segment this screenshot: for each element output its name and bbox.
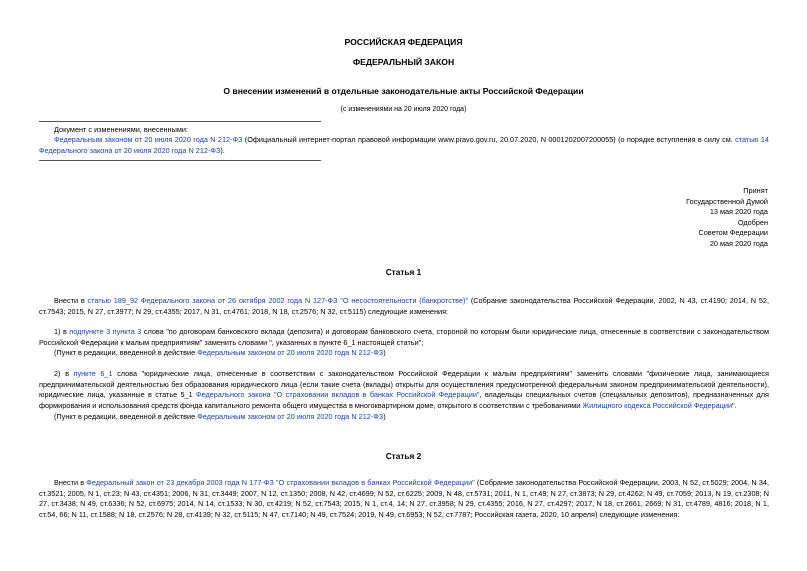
changes-intro: Документ с изменениями, внесенными: <box>54 125 188 134</box>
note-law-link[interactable]: Федеральным законом от 20 июля 2020 года N 212-ФЗ <box>197 348 384 357</box>
item-text-end: ". <box>732 400 737 410</box>
article-1-heading: Статья 1 <box>385 267 422 277</box>
intro-text: Внести в <box>54 296 88 305</box>
law-type-heading: ФЕДЕРАЛЬНЫЙ ЗАКОН <box>352 57 455 67</box>
note-text: (Пункт в редакции, введенной в действие <box>54 348 198 357</box>
article-1-intro <box>39 296 769 317</box>
deposit-insurance-law-link[interactable]: Федерального закона "О страховании вкладов в банках Российской Федерации" <box>196 390 480 400</box>
approved-by: Советом Федерации <box>698 228 768 238</box>
article-1-item-1 <box>39 327 769 348</box>
top-divider <box>39 121 321 122</box>
bottom-divider <box>39 160 321 161</box>
document-title: О внесении изменений в отдельные законодательные акты Российской Федерации <box>223 86 584 96</box>
intro-text-rest: (Собрание законодательства Российской Федерации, 2003, N 52, ст.5029; 2004, N 34, ст.3521; 2005, N 1, ст.23; N 43, ст.4351; 2006, N 31, ст.3449; 2007, N 12, ст.1350; 2008, N 42, ст.4699; N 52, ст.6225; 2009, N 48, ст.5731; 2011, N 1, ст.49; N 27, ст.3873; N 29, ст.4262; N 49, ст.7059; 2013, N 19, ст.2308; N 27, ст.3438; N 49, ст.6336; N 52, ст.6975; 2014, N 14, ст.1533; N 30, ст.4219; N 52, ст.7543; 2015, N 1, ст.4, 14; N 27, ст.3958; N 29, ст.4355; 2016, N 27, ст.4297; 2017, N 18, ст.2661, 2669; N 31, ст.4789, 4816; 2018, N 1, ст.54, 66; N 11, ст.1588; N 18, ст.2576; N 28, ст.4139; N 32, ст.5115; N 47, ст.7140; N 49, ст.7524; 2019, N 49, ст.6953; N 52, ст.7787; Российская газета, 2020, 10 апреля) следующие изменения: <box>39 478 769 519</box>
changes-source-text: (Официальный интернет-портал правовой информации www.pravo.gov.ru, 20.07.2020, N 0001202007200055) (о порядке вступления в силу см. <box>242 135 736 144</box>
subparagraph-link[interactable]: подпункте 3 пункта 3 <box>69 327 142 336</box>
note-text-end: ) <box>383 348 386 357</box>
amending-law-link[interactable]: Федеральным законом от 20 июля 2020 года N 212-ФЗ <box>54 135 243 144</box>
article-2-intro <box>39 478 769 520</box>
housing-code-link[interactable]: Жилищного кодекса Российской Федерации <box>582 400 733 410</box>
item-text-rest: слова "по договорам банковского вклада (депозита) и договорам банковского счета, стороной по которым были юридические лица, отнесенные в соответствии с законодательством Российской Федерации к малым предприятиям" заменить словами ", указанных в пункте 6_1 настоящей статьи"; <box>39 327 769 347</box>
article-1-item-2 <box>39 369 769 411</box>
article-1-note-1 <box>54 348 386 357</box>
item-text: 1) в <box>54 327 70 336</box>
changes-list <box>39 135 769 156</box>
changes-closing-text: ). <box>220 145 225 155</box>
note-text-end: ) <box>383 412 386 421</box>
adoption-block <box>686 186 768 250</box>
approved-label: Одобрен <box>737 217 768 227</box>
country-heading: РОССИЙСКАЯ ФЕДЕРАЦИЯ <box>344 37 463 47</box>
bankruptcy-law-link[interactable]: статью 189_92 Федерального закона от 26 октября 2002 года N 127-ФЗ "О несостоятельности (банкротстве)" <box>87 296 469 305</box>
article-1-note-2 <box>54 412 386 421</box>
article-2-heading: Статья 2 <box>385 451 422 461</box>
deposit-insurance-law-link[interactable]: Федеральный закон от 23 декабря 2003 года N 177-ФЗ "О страховании вкладов в банках Российской Федерации" <box>86 478 475 487</box>
adopted-label: Принят <box>743 186 768 195</box>
adopted-by: Государственной Думой <box>686 196 768 206</box>
note-law-link[interactable]: Федеральным законом от 20 июля 2020 года N 212-ФЗ <box>197 412 384 421</box>
intro-text: Внести в <box>54 478 87 487</box>
paragraph-6-1-link[interactable]: пункте 6_1 <box>73 369 113 378</box>
note-text: (Пункт в редакции, введенной в действие <box>54 412 198 421</box>
item-text: 2) в <box>54 369 74 378</box>
intro-text-rest: (Собрание законодательства Российской Федерации, 2002, N 43, ст.4190; 2014, N 52, ст.7543; 2015, N 27, ст.3977; N 29, ст.4355; 2017, N 31, ст.4761; 2018, N 18, ст.2576; N 32, ст.5115) следующие изменения: <box>39 296 770 316</box>
adopted-date: 13 мая 2020 года <box>709 207 768 217</box>
entry-into-force-link[interactable]: статью 14 Федерального закона от 20 июля 2020 года N 212-ФЗ <box>39 135 769 155</box>
item-text-mid2: , владельцы специальных счетов (специальных депозитов), предназначенных для формирования и использования средств фонда капитального ремонта общего имущества в многоквартирном доме, открытого в соответствии с требованиями <box>39 390 769 410</box>
approved-date: 20 мая 2020 года <box>709 238 768 248</box>
item-text-mid: слова "юридические лица, отнесенные в соответствии с законодательством Российской Федерации к малым предприятиям" заменить словами "физические лица, занимающиеся предпринимательской деятельностью без образования юридического лица (если такие счета (вклады) открыты для осуществления предусмотренной федеральным законом предпринимательской деятельности), юридические лица, указанные в статье 5_1 <box>39 369 769 400</box>
revision-note: (с изменениями на 20 июля 2020 года) <box>340 106 467 113</box>
